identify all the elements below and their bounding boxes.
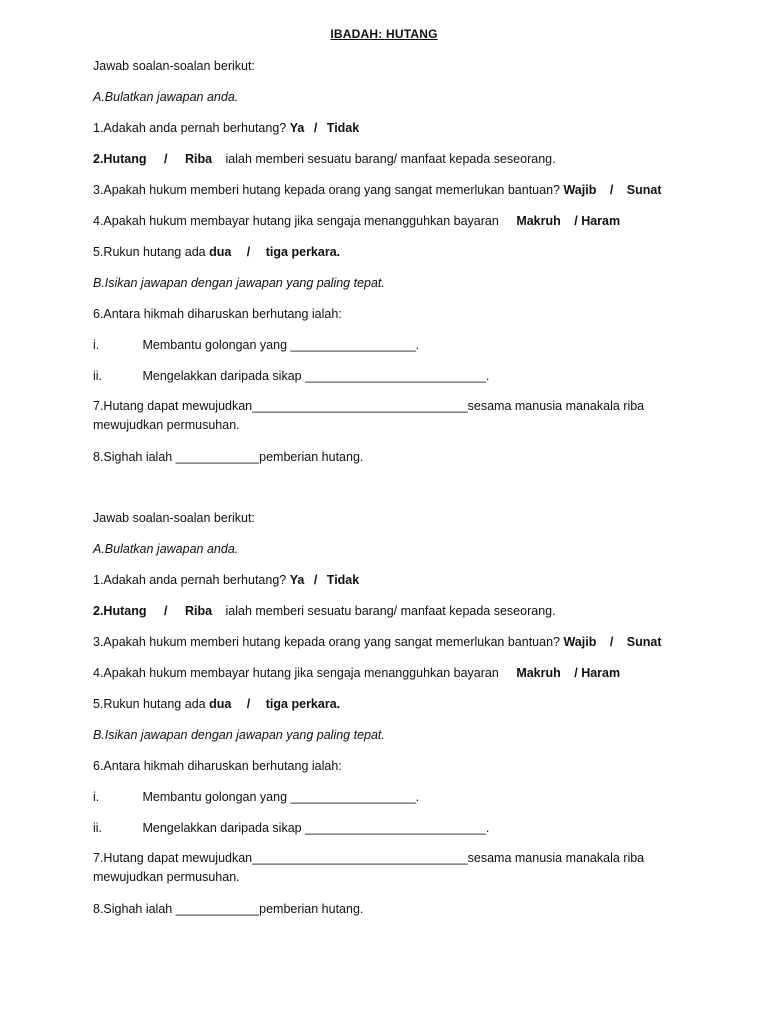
page-title: IBADAH: HUTANG [330,27,438,41]
question-2-option-hutang[interactable]: 2.Hutang [93,604,147,618]
option-separator: / [163,152,168,166]
question-4-text: 4.Apakah hukum membayar hutang jika sengaja menangguhkan bayaran [93,214,499,228]
question-3-option-sunat[interactable]: Sunat [626,183,662,197]
question-1-option-ya[interactable]: Ya [289,573,305,587]
part-a-heading: A.Bulatkan jawapan anda. [93,90,239,104]
question-1-option-ya[interactable]: Ya [289,121,305,135]
question-6-item-ii [93,818,693,849]
question-5-suffix: perkara. [291,245,341,259]
item-number: ii. [93,369,103,383]
option-separator: / [246,697,251,711]
question-5-suffix: perkara. [291,697,341,711]
question-1 [93,570,693,601]
question-3 [93,632,693,663]
instruction-text: Jawab soalan-soalan berikut: [93,59,255,73]
question-3-option-wajib[interactable]: Wajib [563,635,597,649]
option-separator: / [313,121,318,135]
question-4-option-makruh[interactable]: Makruh [516,666,561,680]
option-separator: / [313,573,318,587]
option-separator: / [246,245,251,259]
option-separator: / [609,183,614,197]
worksheet-section-2 [93,508,693,930]
question-5-text: 5.Rukun hutang ada [93,245,206,259]
question-1-option-tidak[interactable]: Tidak [326,121,360,135]
question-7[interactable]: 7.Hutang dapat mewujudkan_______________________________sesama manusia manakala riba mewujudkan permusuhan. [93,851,645,884]
question-4 [93,211,693,242]
question-2-option-riba[interactable]: Riba [184,152,213,166]
question-4-option-makruh[interactable]: Makruh [516,214,561,228]
question-6-item-ii [93,366,693,397]
instruction-text: Jawab soalan-soalan berikut: [93,511,255,525]
question-4-option-haram[interactable]: / Haram [574,666,621,680]
question-2-option-riba[interactable]: Riba [184,604,213,618]
question-3 [93,180,693,211]
question-8[interactable]: 8.Sighah ialah ____________pemberian hutang. [93,902,364,916]
question-3-text: 3.Apakah hukum memberi hutang kepada orang yang sangat memerlukan bantuan? [93,183,560,197]
question-1-option-tidak[interactable]: Tidak [326,573,360,587]
part-b-heading: B.Isikan jawapan dengan jawapan yang paling tepat. [93,276,385,290]
question-6-item-i-text[interactable]: Membantu golongan yang __________________. [142,790,420,804]
question-5-option-dua[interactable]: dua [209,245,232,259]
question-2 [93,601,693,632]
question-5-text: 5.Rukun hutang ada [93,697,206,711]
question-6: 6.Antara hikmah diharuskan berhutang ialah: [93,759,342,773]
question-1 [93,118,693,149]
question-4-option-haram[interactable]: / Haram [574,214,621,228]
question-6-item-ii-text[interactable]: Mengelakkan daripada sikap __________________________. [142,821,490,835]
part-a-heading: A.Bulatkan jawapan anda. [93,542,239,556]
question-2 [93,149,693,180]
question-3-option-wajib[interactable]: Wajib [563,183,597,197]
question-1-text: 1.Adakah anda pernah berhutang? [93,573,287,587]
question-5-option-tiga[interactable]: tiga [265,697,288,711]
worksheet-section-1 [93,56,693,478]
question-5-option-tiga[interactable]: tiga [265,245,288,259]
item-number: i. [93,338,100,352]
question-3-text: 3.Apakah hukum memberi hutang kepada orang yang sangat memerlukan bantuan? [93,635,560,649]
option-separator: / [609,635,614,649]
question-6-item-i-text[interactable]: Membantu golongan yang __________________. [142,338,420,352]
part-b-heading: B.Isikan jawapan dengan jawapan yang paling tepat. [93,728,385,742]
item-number: i. [93,790,100,804]
question-6-item-ii-text[interactable]: Mengelakkan daripada sikap __________________________. [142,369,490,383]
question-4-text: 4.Apakah hukum membayar hutang jika sengaja menangguhkan bayaran [93,666,499,680]
item-number: ii. [93,821,103,835]
question-2-text: ialah memberi sesuatu barang/ manfaat kepada seseorang. [225,152,556,166]
question-6-item-i [93,787,693,818]
question-3-option-sunat[interactable]: Sunat [626,635,662,649]
question-6-item-i [93,335,693,366]
question-5-option-dua[interactable]: dua [209,697,232,711]
question-8[interactable]: 8.Sighah ialah ____________pemberian hutang. [93,450,364,464]
option-separator: / [163,604,168,618]
question-2-option-hutang[interactable]: 2.Hutang [93,152,147,166]
question-6: 6.Antara hikmah diharuskan berhutang ialah: [93,307,342,321]
question-5 [93,242,693,273]
question-2-text: ialah memberi sesuatu barang/ manfaat kepada seseorang. [225,604,556,618]
question-5 [93,694,693,725]
question-1-text: 1.Adakah anda pernah berhutang? [93,121,287,135]
question-4 [93,663,693,694]
question-7[interactable]: 7.Hutang dapat mewujudkan_______________________________sesama manusia manakala riba mewujudkan permusuhan. [93,399,645,432]
